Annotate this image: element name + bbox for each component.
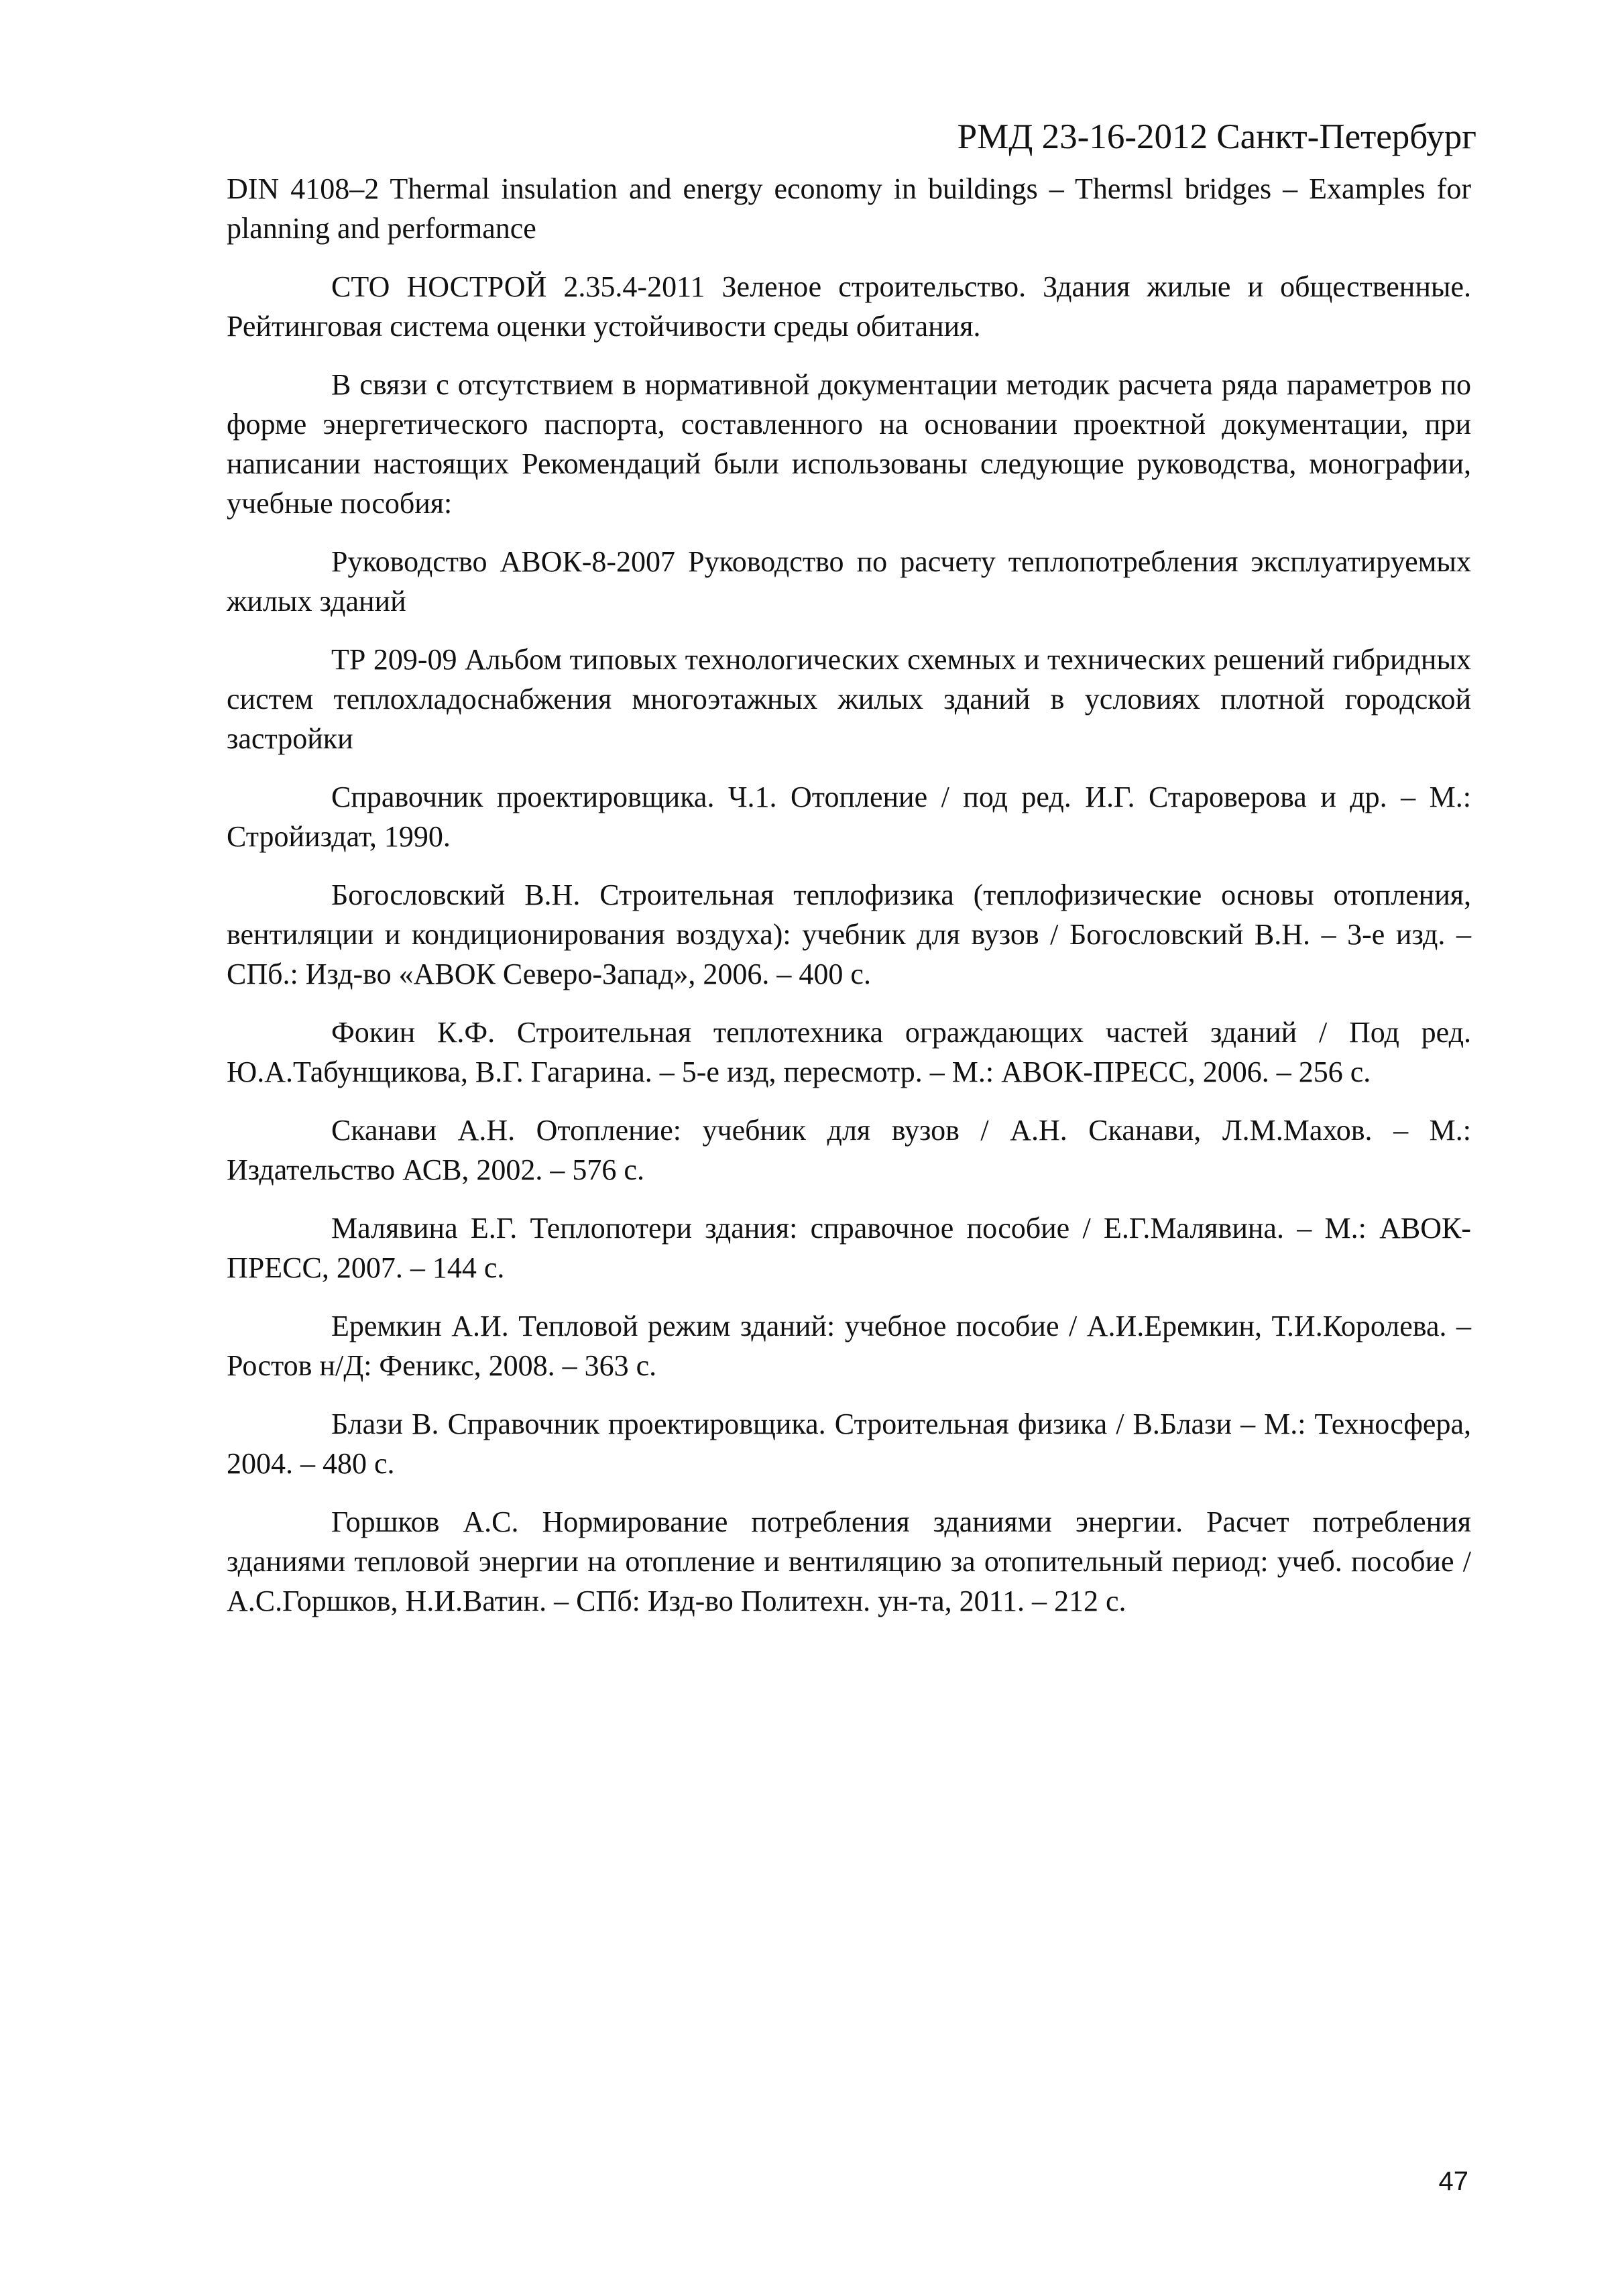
reference-blazi: Блази В. Справочник проектировщика. Строительная физика / В.Блази – М.: Техносфера, 2004. – 480 с. [227, 1408, 1471, 1480]
reference-avok-8-2007: Руководство АВОК-8-2007 Руководство по расчету теплопотребления эксплуатируемых жилых зданий [227, 545, 1471, 618]
page-number: 47 [1438, 2167, 1468, 2196]
reference-fokin: Фокин К.Ф. Строительная теплотехника ограждающих частей зданий / Под ред. Ю.А.Табунщикова, В.Г. Гагарина. – 5-е изд, пересмотр. – М.: АВОК-ПРЕСС, 2006. – 256 с. [227, 1016, 1471, 1088]
reference-skanavi: Сканави А.Н. Отопление: учебник для вузов / А.Н. Сканави, Л.М.Махов. – М.: Издательство АСВ, 2002. – 576 с. [227, 1114, 1471, 1186]
reference-gorshkov: Горшков А.С. Нормирование потребления зданиями энергии. Расчет потребления зданиями тепловой энергии на отопление и вентиляцию за отопительный период: учеб. пособие / А.С.Горшков, Н.И.Ватин. – СПб: Изд-во Политехн. ун-та, 2011. – 212 с. [227, 1505, 1471, 1617]
reference-bogoslovsky: Богословский В.Н. Строительная теплофизика (теплофизические основы отопления, вентиляции и кондиционирования воздуха): учебник для вузов / Богословский В.Н. – 3-е изд. – СПб.: Изд-во «АВОК Северо-Запад», 2006. – 400 с. [227, 878, 1471, 990]
intro-paragraph: В связи с отсутствием в нормативной документации методик расчета ряда параметров по форме энергетического паспорта, составленного на основании проектной документации, при написании настоящих Рекомендаций были использованы следующие руководства, монографии, учебные пособия: [227, 368, 1471, 520]
reference-sto-nostroy: СТО НОСТРОЙ 2.35.4-2011 Зеленое строительство. Здания жилые и общественные. Рейтинговая система оценки устойчивости среды обитания. [227, 270, 1471, 343]
reference-din-4108: DIN 4108–2 Thermal insulation and energy economy in buildings – Thermsl bridges – Examples for planning and performance [227, 172, 1471, 245]
reference-malyavina: Малявина Е.Г. Теплопотери здания: справочное пособие / Е.Г.Малявина. – М.: АВОК-ПРЕСС, 2007. – 144 с. [227, 1212, 1471, 1284]
document-body [227, 169, 1471, 1640]
reference-tr-209-09: ТР 209-09 Альбом типовых технологических схемных и технических решений гибридных систем теплохладоснабжения многоэтажных жилых зданий в условиях плотной городской застройки [227, 643, 1471, 755]
reference-eremkin: Еремкин А.И. Тепловой режим зданий: учебное пособие / А.И.Еремкин, Т.И.Королева. – Ростов н/Д: Феникс, 2008. – 363 с. [227, 1310, 1471, 1382]
reference-spravochnik-proektirovshchika: Справочник проектировщика. Ч.1. Отопление / под ред. И.Г. Староверова и др. – М.: Стройиздат, 1990. [227, 781, 1471, 853]
document-header: РМД 23-16-2012 Санкт-Петербург [957, 117, 1476, 156]
